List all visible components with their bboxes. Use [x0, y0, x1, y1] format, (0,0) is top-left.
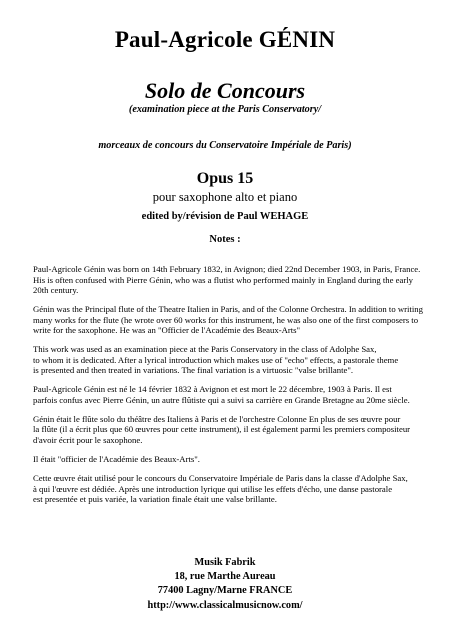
- instrumentation: pour saxophone alto et piano: [152, 190, 298, 204]
- editor-credit: edited by/révision de Paul WEHAGE: [141, 211, 309, 222]
- notes-paragraph: Paul-Agricole Génin was born on 14th February 1832, in Avignon; died 22nd December 1903, in Paris, France. His is often confused with Pierre Génin, who was a flutist who performed mainly in England during the early 20th century.: [33, 264, 421, 295]
- notes-body: [33, 264, 433, 513]
- notes-heading: Notes :: [209, 234, 241, 245]
- opus-number: Opus 15: [196, 170, 254, 187]
- publisher-url: http://www.classicalmusicnow.com/: [147, 599, 303, 611]
- notes-paragraph: Paul-Agricole Génin est né le 14 février 1832 à Avignon et est mort le 22 décembre, 1903 à Paris. Il est parfois confus avec Pierre Génin, un autre flûtiste qui a suivi sa carrière en Grande Bretagne au 20me siècle.: [33, 384, 410, 405]
- publisher-block: [0, 556, 450, 613]
- notes-paragraph: Cette œuvre était utilisé pour le concours du Conservatoire Impériale de Paris dans la classe d'Adolphe Sax, à qui l'œuvre est dédiée. Après une introduction lyrique qui utilise les effets d'écho, une danse pastorale est presentée et puis variée, la variation finale était une valse brillante.: [33, 473, 408, 505]
- piece-title: Solo de Concours: [144, 78, 306, 103]
- composer-name: Paul-Agricole GÉNIN: [114, 27, 336, 52]
- notes-paragraph: Il était "officier de l'Académie des Beaux-Arts".: [33, 453, 200, 464]
- publisher-name: Musik Fabrik: [194, 557, 256, 568]
- subtitle-french: morceaux de concours du Conservatoire Impériale de Paris): [98, 140, 352, 151]
- subtitle-english: (examination piece at the Paris Conservatory/: [128, 104, 322, 115]
- publisher-street: 18, rue Marthe Aureau: [174, 571, 276, 583]
- publisher-city: 77400 Lagny/Marne FRANCE: [157, 585, 293, 597]
- notes-paragraph: Génin était le flûte solo du théâtre des Italiens à Paris et de l'orchestre Colonne En plus de ses œuvre pour la flûte (il a écrit plus que 60 œuvres pour cette instrument), il est également parmi les premiers compositeur d'avoir écrit pour le saxophone.: [33, 413, 411, 445]
- notes-paragraph: This work was used as an examination piece at the Paris Conservatory in the class of Adolphe Sax, to whom it is dedicated. After a lyrical introduction which makes use of "echo" effects, a pastorale theme is presented and then treated in variations. The final variation is a virtuosic "valse brillante".: [33, 344, 399, 376]
- notes-paragraph: Génin was the Principal flute of the Theatre Italien in Paris, and of the Colonne Orchestra. In addition to writing many works for the flute (he wrote over 60 works for this instrument, he was also one of the first composers to write for the saxophone. He was an "Officier de l'Académie des Beaux-Arts": [33, 304, 423, 336]
